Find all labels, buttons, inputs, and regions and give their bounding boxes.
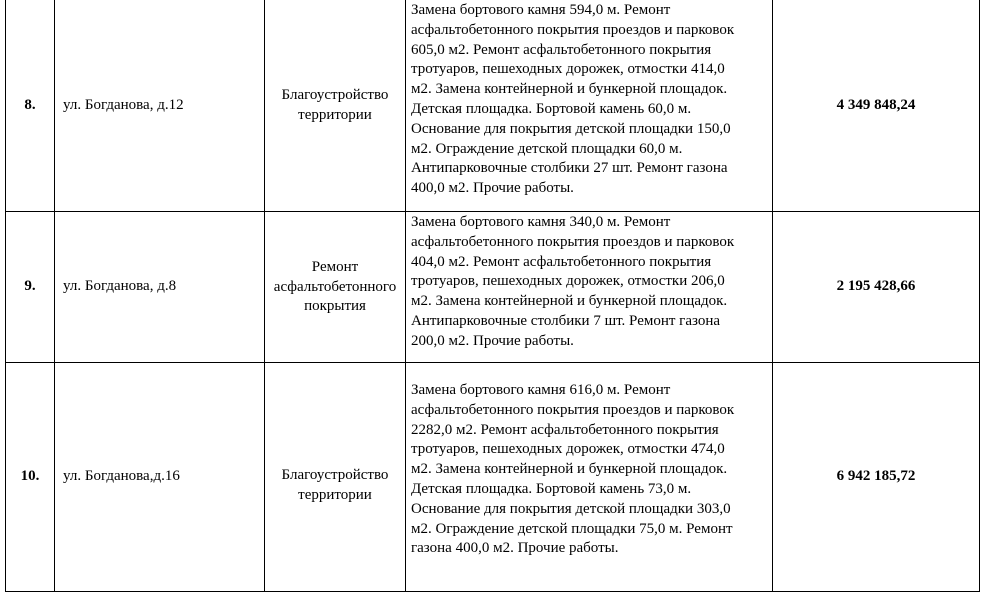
description-cell: [406, 212, 773, 363]
work-type-cell: [265, 0, 406, 212]
table-row: [6, 0, 980, 212]
description-cell: [406, 363, 773, 592]
row-number: 9.: [6, 212, 55, 363]
amount-cell: 6 942 185,72: [773, 363, 980, 592]
row-number: 8.: [6, 0, 55, 212]
description-text: Замена бортового камня 340,0 м. Ремонт асфальтобетонного покрытия проездов и парковок 404,0 м2. Ремонт асфальтобетонного покрытия тротуаров, пешеходных дорожек, отмостки 206,0 м2. Замена контейнерной и бункерной площадок. Антипарковочные столбики 7 шт. Ремонт газона 200,0 м2. Прочие работы.: [411, 214, 735, 349]
table-row: [6, 363, 980, 592]
work-type-text: Благоустройство территории: [281, 87, 389, 123]
work-type-text: Ремонт асфальтобетонного покрытия: [273, 258, 397, 315]
description-text: Замена бортового камня 594,0 м. Ремонт асфальтобетонного покрытия проездов и парковок 605,0 м2. Ремонт асфальтобетонного покрытия тротуаров, пешеходных дорожек, отмостки 414,0 м2. Замена контейнерной и бункерной площадок. Детская площадка. Бортовой камень 60,0 м. Основание для покрытия детской площадки 150,0 м2. Ограждение детской площадки 60,0 м. Антипарковочные столбики 27 шт. Ремонт газона 400,0 м2. Прочие работы.: [411, 2, 735, 197]
amount-cell: 4 349 848,24: [773, 0, 980, 212]
address-cell: ул. Богданова, д.8: [55, 212, 265, 363]
work-type-cell: [265, 212, 406, 363]
works-table: [5, 0, 980, 592]
table-row: [6, 212, 980, 363]
address-cell: ул. Богданова,д.16: [55, 363, 265, 592]
description-cell: [406, 0, 773, 212]
address-cell: ул. Богданова, д.12: [55, 0, 265, 212]
row-number: 10.: [6, 363, 55, 592]
work-type-cell: [265, 363, 406, 592]
amount-cell: 2 195 428,66: [773, 212, 980, 363]
description-text: Замена бортового камня 616,0 м. Ремонт асфальтобетонного покрытия проездов и парковок 2282,0 м2. Ремонт асфальтобетонного покрытия тротуаров, пешеходных дорожек, отмостки 474,0 м2. Замена контейнерной и бункерной площадок. Детская площадка. Бортовой камень 73,0 м. Основание для покрытия детской площадки 303,0 м2. Ограждение детской площадки 75,0 м. Ремонт газона 400,0 м2. Прочие работы.: [411, 382, 735, 557]
work-type-text: Благоустройство территории: [281, 467, 389, 503]
